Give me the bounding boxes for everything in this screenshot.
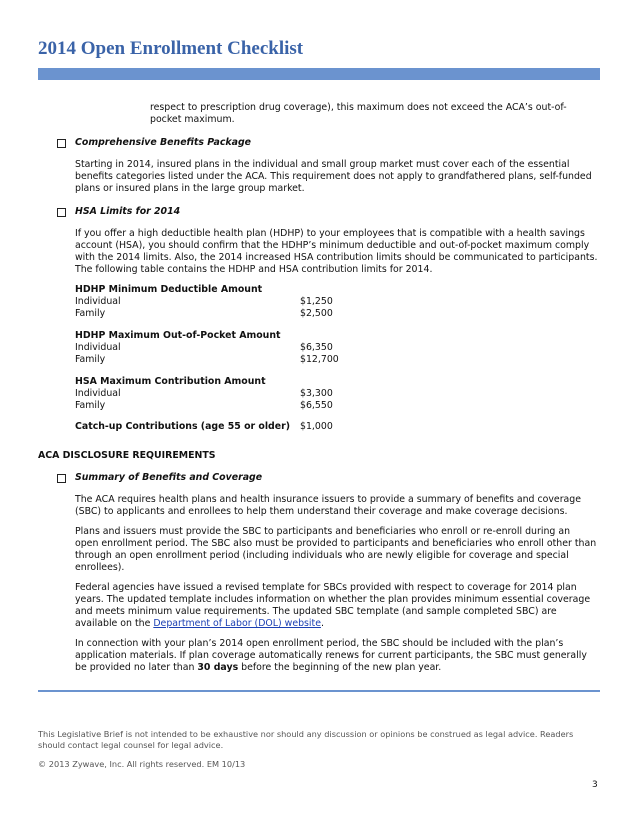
title-divider <box>38 68 600 80</box>
table-row-value: $6,350 <box>300 342 333 353</box>
comprehensive-benefits-line-3: plans or insured plans in the large group market. <box>75 183 305 194</box>
page-title: 2014 Open Enrollment Checklist <box>38 38 304 59</box>
checkbox-comprehensive-benefits[interactable] <box>57 139 66 148</box>
table-row-label: Family <box>75 354 106 365</box>
aca-section-heading: ACA DISCLOSURE REQUIREMENTS <box>38 450 216 461</box>
disclaimer-line-2: should contact legal counsel for legal advice. <box>38 740 224 750</box>
sbc-p3-text: available on the <box>75 618 154 629</box>
sbc-p2-line-1: Plans and issuers must provide the SBC to participants and beneficiaries who enroll or re-enroll during an <box>75 526 571 537</box>
hsa-line-2: account (HSA), you should confirm that the HDHP’s minimum deductible and out-of-pocket maximum comply <box>75 240 590 251</box>
comprehensive-benefits-line-1: Starting in 2014, insured plans in the individual and small group market must cover each of the essential <box>75 159 570 170</box>
sbc-p1-line-2: (SBC) to applicants and enrollees to help them understand their coverage and make coverage decisions. <box>75 506 568 517</box>
sbc-p4-text: be provided no later than <box>75 662 198 673</box>
hsa-limits-heading: HSA Limits for 2014 <box>75 206 181 217</box>
footer-divider <box>38 690 600 692</box>
checkbox-hsa-limits[interactable] <box>57 208 66 217</box>
hsa-line-1: If you offer a high deductible health plan (HDHP) to your employees that is compatible with a health savings <box>75 228 585 239</box>
sbc-p3-period: . <box>320 618 324 629</box>
sbc-p2-line-3: through an open enrollment period (including individuals who are newly eligible for coverage and special <box>75 550 569 561</box>
sbc-p3-line-4 <box>75 618 324 630</box>
checkbox-sbc[interactable] <box>57 474 66 483</box>
table-row-value: $1,250 <box>300 296 333 307</box>
sbc-p1-line-1: The ACA requires health plans and health insurance issuers to provide a summary of benefits and coverage <box>75 494 582 505</box>
dol-website-link[interactable]: Department of Labor (DOL) website <box>153 618 321 629</box>
table-row-value: $3,300 <box>300 388 333 399</box>
comprehensive-benefits-heading: Comprehensive Benefits Package <box>75 137 252 148</box>
table-row-label: Family <box>75 308 106 319</box>
disclaimer-line-1: This Legislative Brief is not intended to be exhaustive nor should any discussion or opinions be construed as legal advice. Readers <box>38 729 574 739</box>
table-row-label: Individual <box>75 388 121 399</box>
table-row-label: Family <box>75 400 106 411</box>
table-group-title: HDHP Minimum Deductible Amount <box>75 284 263 295</box>
sbc-p2-line-4: enrollees). <box>75 562 125 573</box>
sbc-p4-line-2: application materials. If plan coverage automatically renews for current participants, the SBC must generally <box>75 650 587 661</box>
table-row-label: Individual <box>75 342 121 353</box>
table-group-title: HSA Maximum Contribution Amount <box>75 376 266 387</box>
table-row-value: $6,550 <box>300 400 333 411</box>
sbc-p2-line-2: open enrollment period. The SBC also must be provided to participants and beneficiaries who enroll other than <box>75 538 597 549</box>
table-group-title: HDHP Maximum Out-of-Pocket Amount <box>75 330 281 341</box>
catchup-label: Catch-up Contributions (age 55 or older) <box>75 421 291 432</box>
comprehensive-benefits-line-2: benefits categories listed under the ACA. This requirement does not apply to grandfathered plans, self-funded <box>75 171 592 182</box>
page-number: 3 <box>592 780 598 790</box>
sbc-heading: Summary of Benefits and Coverage <box>75 472 263 483</box>
table-row-value: $2,500 <box>300 308 333 319</box>
sbc-deadline: 30 days <box>197 662 239 673</box>
sbc-p3-line-3: and meets minimum value requirements. The updated SBC template (and sample completed SBC) are <box>75 606 557 617</box>
sbc-p4-line-1: In connection with your plan’s 2014 open enrollment period, the SBC should be included with the plan’s <box>75 638 564 649</box>
sbc-p4-text-end: before the beginning of the new plan year. <box>238 662 442 673</box>
hsa-line-4: The following table contains the HDHP and HSA contribution limits for 2014. <box>75 264 433 275</box>
copyright: © 2013 Zywave, Inc. All rights reserved. EM 10/13 <box>38 759 246 769</box>
continued-line-1: respect to prescription drug coverage), this maximum does not exceed the ACA’s out-of- <box>150 102 567 113</box>
table-row-value: $12,700 <box>300 354 339 365</box>
continued-line-2: pocket maximum. <box>150 114 235 125</box>
sbc-p4-line-3 <box>75 662 441 674</box>
catchup-value: $1,000 <box>300 421 333 432</box>
table-row-label: Individual <box>75 296 121 307</box>
sbc-p3-line-1: Federal agencies have issued a revised template for SBCs provided with respect to coverage for 2014 plan <box>75 582 577 593</box>
hsa-line-3: with the 2014 limits. Also, the 2014 increased HSA contribution limits should be communicated to participants. <box>75 252 598 263</box>
sbc-p3-line-2: years. The updated template includes information on whether the plan provides minimum essential coverage <box>75 594 591 605</box>
